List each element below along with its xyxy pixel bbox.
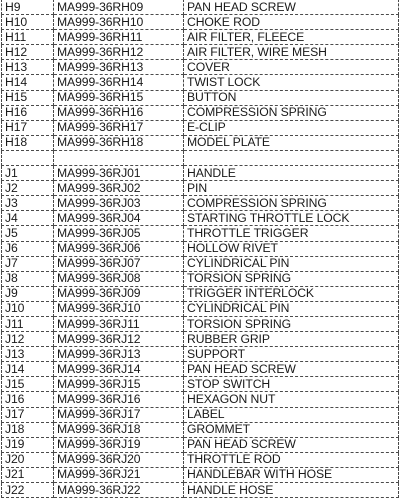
part-number-cell: MA999-36RJ07	[54, 256, 184, 271]
table-row	[2, 166, 399, 181]
part-number-cell: MA999-36RJ06	[54, 241, 184, 256]
ref-cell: J17	[2, 407, 54, 422]
description-cell: HEXAGON NUT	[184, 392, 399, 407]
part-number-cell: MA999-36RJ05	[54, 226, 184, 241]
part-number-cell: MA999-36RJ02	[54, 181, 184, 196]
ref-cell: J7	[2, 256, 54, 271]
part-number-cell: MA999-36RH16	[54, 105, 184, 120]
ref-cell: H15	[2, 90, 54, 105]
table-row	[2, 45, 399, 60]
part-number-cell: MA999-36RH15	[54, 90, 184, 105]
description-cell: CYLINDRICAL PIN	[184, 301, 399, 316]
description-cell: HANDLE	[184, 166, 399, 181]
part-number-cell: MA999-36RJ16	[54, 392, 184, 407]
ref-cell: J13	[2, 347, 54, 362]
description-cell: TORSION SPRING	[184, 271, 399, 286]
part-number-cell: MA999-36RJ01	[54, 166, 184, 181]
ref-cell: J5	[2, 226, 54, 241]
description-cell: STARTING THROTTLE LOCK	[184, 211, 399, 226]
description-cell: SUPPORT	[184, 347, 399, 362]
part-number-cell: MA999-36RJ11	[54, 316, 184, 331]
part-number-cell: MA999-36RJ17	[54, 407, 184, 422]
description-cell: COMPRESSION SPRING	[184, 196, 399, 211]
parts-list-table	[1, 0, 399, 498]
table-row	[2, 362, 399, 377]
description-cell: TORSION SPRING	[184, 316, 399, 331]
table-row	[2, 452, 399, 467]
table-row	[2, 75, 399, 90]
ref-cell: J21	[2, 467, 54, 482]
ref-cell: H13	[2, 60, 54, 75]
description-cell: THROTTLE TRIGGER	[184, 226, 399, 241]
table-row	[2, 226, 399, 241]
part-number-cell: MA999-36RH17	[54, 120, 184, 135]
table-row	[2, 15, 399, 30]
table-row	[2, 347, 399, 362]
ref-cell: H11	[2, 30, 54, 45]
table-row	[2, 301, 399, 316]
part-number-cell: MA999-36RJ21	[54, 467, 184, 482]
part-number-cell: MA999-36RJ12	[54, 332, 184, 347]
table-row	[2, 256, 399, 271]
description-cell: COMPRESSION SPRING	[184, 105, 399, 120]
table-row	[2, 377, 399, 392]
table-row	[2, 271, 399, 286]
ref-cell: J20	[2, 452, 54, 467]
description-cell: AIR FILTER, WIRE MESH	[184, 45, 399, 60]
table-row	[2, 60, 399, 75]
part-number-cell: MA999-36RJ10	[54, 301, 184, 316]
description-cell: PAN HEAD SCREW	[184, 362, 399, 377]
part-number-cell: MA999-36RJ03	[54, 196, 184, 211]
ref-cell: J22	[2, 483, 54, 498]
part-number-cell: MA999-36RJ13	[54, 347, 184, 362]
ref-cell: J6	[2, 241, 54, 256]
table-row	[2, 196, 399, 211]
ref-cell: J11	[2, 316, 54, 331]
description-cell: E-CLIP	[184, 120, 399, 135]
ref-cell: J2	[2, 181, 54, 196]
ref-cell: H9	[2, 0, 54, 15]
description-cell: AIR FILTER, FLEECE	[184, 30, 399, 45]
table-row	[2, 105, 399, 120]
part-number-cell: MA999-36RH12	[54, 45, 184, 60]
part-number-cell	[54, 150, 184, 165]
description-cell: RUBBER GRIP	[184, 332, 399, 347]
description-cell: THROTTLE ROD	[184, 452, 399, 467]
table-row	[2, 286, 399, 301]
table-row	[2, 483, 399, 498]
table-row	[2, 332, 399, 347]
description-cell: GROMMET	[184, 422, 399, 437]
description-cell: CHOKE ROD	[184, 15, 399, 30]
ref-cell: H12	[2, 45, 54, 60]
table-row-spacer	[2, 150, 399, 165]
ref-cell: J14	[2, 362, 54, 377]
ref-cell: H10	[2, 15, 54, 30]
description-cell: LABEL	[184, 407, 399, 422]
ref-cell: J19	[2, 437, 54, 452]
description-cell: STOP SWITCH	[184, 377, 399, 392]
ref-cell: J4	[2, 211, 54, 226]
description-cell: TWIST LOCK	[184, 75, 399, 90]
table-row	[2, 422, 399, 437]
part-number-cell: MA999-36RH13	[54, 60, 184, 75]
ref-cell: J15	[2, 377, 54, 392]
table-row	[2, 437, 399, 452]
ref-cell: H18	[2, 135, 54, 150]
description-cell: PAN HEAD SCREW	[184, 437, 399, 452]
ref-cell: J8	[2, 271, 54, 286]
description-cell: PIN	[184, 181, 399, 196]
description-cell: CYLINDRICAL PIN	[184, 256, 399, 271]
table-row	[2, 316, 399, 331]
ref-cell	[2, 150, 54, 165]
part-number-cell: MA999-36RH18	[54, 135, 184, 150]
ref-cell: H14	[2, 75, 54, 90]
part-number-cell: MA999-36RJ18	[54, 422, 184, 437]
ref-cell: J10	[2, 301, 54, 316]
part-number-cell: MA999-36RH14	[54, 75, 184, 90]
table-row	[2, 120, 399, 135]
ref-cell: J3	[2, 196, 54, 211]
part-number-cell: MA999-36RH09	[54, 0, 184, 15]
part-number-cell: MA999-36RJ20	[54, 452, 184, 467]
description-cell: HANDLE HOSE	[184, 483, 399, 498]
table-row	[2, 135, 399, 150]
part-number-cell: MA999-36RJ14	[54, 362, 184, 377]
description-cell: MODEL PLATE	[184, 135, 399, 150]
table-row	[2, 467, 399, 482]
description-cell: PAN HEAD SCREW	[184, 0, 399, 15]
table-row	[2, 407, 399, 422]
description-cell: TRIGGER INTERLOCK	[184, 286, 399, 301]
table-row	[2, 241, 399, 256]
table-row	[2, 211, 399, 226]
part-number-cell: MA999-36RH11	[54, 30, 184, 45]
table-row	[2, 0, 399, 15]
part-number-cell: MA999-36RJ22	[54, 483, 184, 498]
table-row	[2, 392, 399, 407]
ref-cell: H17	[2, 120, 54, 135]
ref-cell: J1	[2, 166, 54, 181]
part-number-cell: MA999-36RJ04	[54, 211, 184, 226]
table-row	[2, 181, 399, 196]
table-row	[2, 30, 399, 45]
description-cell	[184, 150, 399, 165]
part-number-cell: MA999-36RH10	[54, 15, 184, 30]
ref-cell: J16	[2, 392, 54, 407]
description-cell: HANDLEBAR WITH HOSE	[184, 467, 399, 482]
part-number-cell: MA999-36RJ15	[54, 377, 184, 392]
description-cell: COVER	[184, 60, 399, 75]
part-number-cell: MA999-36RJ19	[54, 437, 184, 452]
ref-cell: H16	[2, 105, 54, 120]
description-cell: HOLLOW RIVET	[184, 241, 399, 256]
ref-cell: J12	[2, 332, 54, 347]
description-cell: BUTTON	[184, 90, 399, 105]
ref-cell: J9	[2, 286, 54, 301]
ref-cell: J18	[2, 422, 54, 437]
table-row	[2, 90, 399, 105]
part-number-cell: MA999-36RJ08	[54, 271, 184, 286]
parts-list-body	[2, 0, 399, 498]
part-number-cell: MA999-36RJ09	[54, 286, 184, 301]
